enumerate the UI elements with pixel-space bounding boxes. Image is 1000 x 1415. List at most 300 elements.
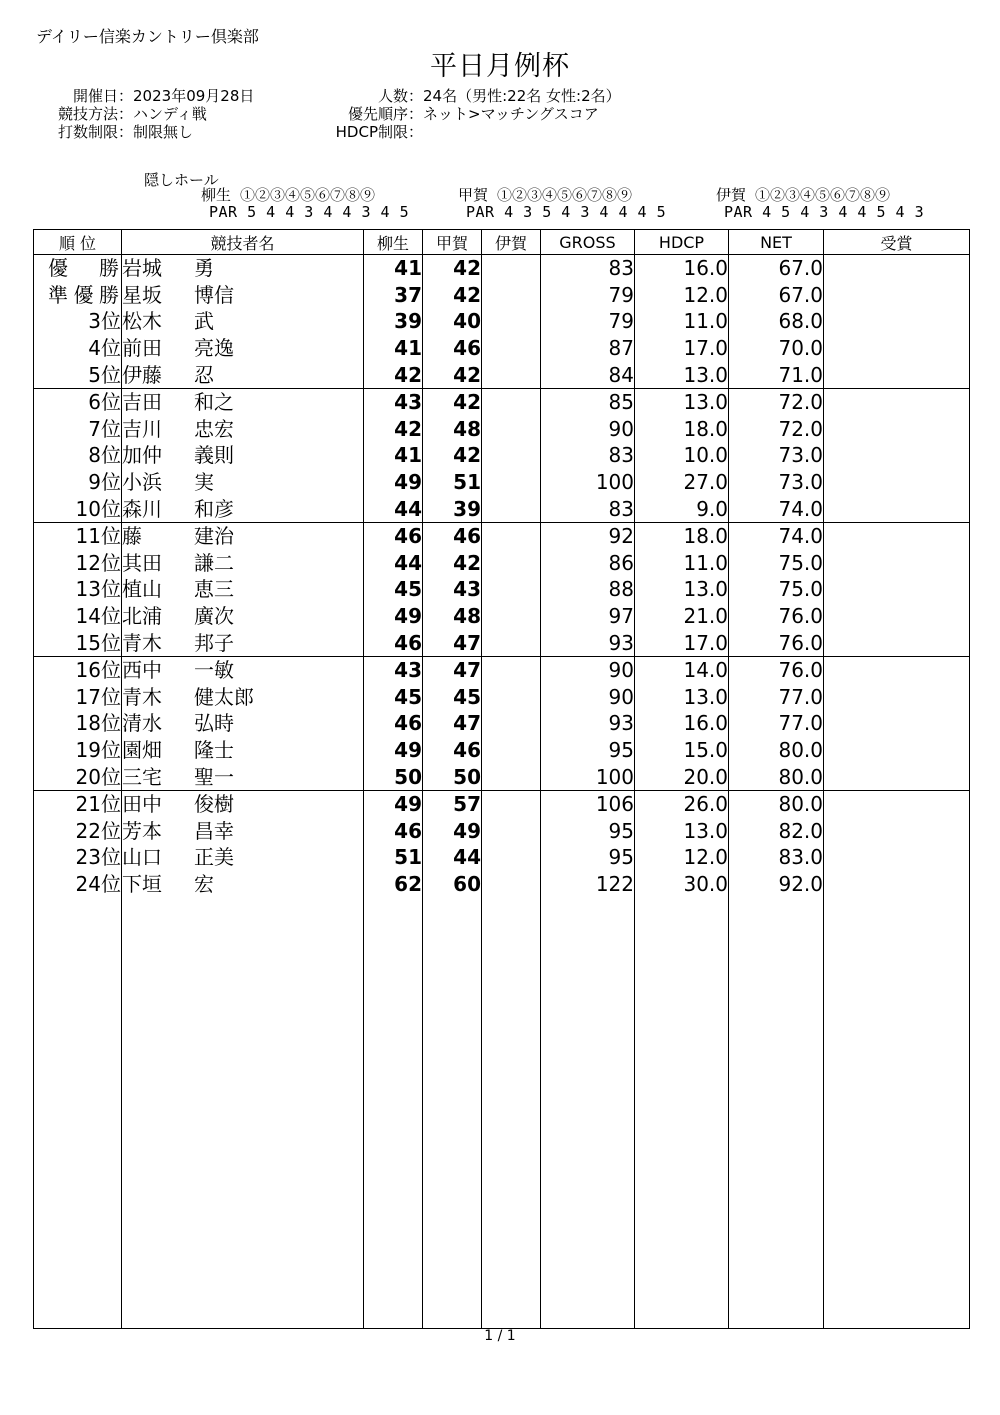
hdcp-value: 26.0 <box>635 790 729 817</box>
net-score: 73.0 <box>729 469 824 496</box>
player-surname: 小浜 <box>122 470 162 495</box>
yagyu-score: 41 <box>364 442 423 469</box>
rank-cell: 15位 <box>34 629 122 656</box>
player-given-name: 聖一 <box>194 764 234 789</box>
player-given-name: 正美 <box>194 845 234 870</box>
col-hdcp: HDCP <box>635 230 729 255</box>
gross-score: 92 <box>541 522 635 549</box>
table-row <box>34 710 970 737</box>
award-cell <box>824 710 970 737</box>
award-cell <box>824 629 970 656</box>
gross-score: 100 <box>541 469 635 496</box>
player-given-name: 和之 <box>194 390 234 415</box>
player-name-cell <box>122 469 364 496</box>
col-yagyu: 柳生 <box>364 230 423 255</box>
iga-score <box>482 737 541 764</box>
player-surname: 下垣 <box>122 871 162 896</box>
iga-score <box>482 308 541 335</box>
rank-cell: 12位 <box>34 550 122 577</box>
table-row <box>34 656 970 683</box>
award-cell <box>824 335 970 362</box>
iga-score <box>482 361 541 388</box>
course-block-koka <box>458 187 666 221</box>
rank-cell: 13位 <box>34 576 122 603</box>
koka-score: 44 <box>423 844 482 871</box>
player-name-cell <box>122 871 364 898</box>
player-surname: 北浦 <box>122 604 162 629</box>
player-given-name: 亮逸 <box>194 336 234 361</box>
iga-score <box>482 495 541 522</box>
iga-score <box>482 629 541 656</box>
table-row <box>34 255 970 282</box>
rank-cell: 21位 <box>34 790 122 817</box>
course-holes: ①②③④⑤⑥⑦⑧⑨ <box>755 186 891 204</box>
player-given-name: 邦子 <box>194 630 234 655</box>
player-surname: 芳本 <box>122 818 162 843</box>
hdcp-value: 13.0 <box>635 684 729 711</box>
table-row <box>34 871 970 898</box>
hdcp-value: 18.0 <box>635 416 729 443</box>
rank-cell: 18位 <box>34 710 122 737</box>
yagyu-score: 46 <box>364 710 423 737</box>
gross-score: 84 <box>541 361 635 388</box>
award-cell <box>824 388 970 415</box>
course-par: PAR 4 5 4 3 4 4 5 4 3 <box>724 203 925 221</box>
player-given-name: 俊樹 <box>194 792 234 817</box>
hdcp-value: 16.0 <box>635 255 729 282</box>
course-par: PAR 5 4 4 3 4 4 3 4 5 <box>209 203 410 221</box>
yagyu-score: 43 <box>364 656 423 683</box>
koka-score: 39 <box>423 495 482 522</box>
player-given-name: 忍 <box>194 362 214 387</box>
yagyu-score: 46 <box>364 629 423 656</box>
stroke-limit-value: 制限無し <box>133 123 194 141</box>
gross-score: 79 <box>541 282 635 309</box>
player-surname: 吉田 <box>122 390 162 415</box>
player-surname: 三宅 <box>122 764 162 789</box>
hdcp-value: 13.0 <box>635 817 729 844</box>
net-score: 77.0 <box>729 684 824 711</box>
player-name-cell <box>122 817 364 844</box>
course-block-yagyu <box>201 187 409 221</box>
course-block-iga <box>716 187 924 221</box>
rank-cell: 10位 <box>34 495 122 522</box>
iga-score <box>482 388 541 415</box>
player-surname: 吉川 <box>122 416 162 441</box>
yagyu-score: 44 <box>364 495 423 522</box>
yagyu-score: 49 <box>364 469 423 496</box>
koka-score: 42 <box>423 255 482 282</box>
net-score: 70.0 <box>729 335 824 362</box>
player-surname: 青木 <box>122 630 162 655</box>
table-row <box>34 416 970 443</box>
koka-score: 49 <box>423 817 482 844</box>
table-row <box>34 469 970 496</box>
hdcp-value: 10.0 <box>635 442 729 469</box>
yagyu-score: 41 <box>364 255 423 282</box>
col-net: NET <box>729 230 824 255</box>
col-name: 競技者名 <box>122 230 364 255</box>
hdcp-value: 13.0 <box>635 361 729 388</box>
rank-cell: 19位 <box>34 737 122 764</box>
players-label: 人数 <box>377 87 408 105</box>
rank-cell: 22位 <box>34 817 122 844</box>
gross-score: 83 <box>541 255 635 282</box>
table-row <box>34 763 970 790</box>
stroke-limit-label: 打数制限 <box>57 123 118 141</box>
player-name-cell <box>122 656 364 683</box>
course-holes: ①②③④⑤⑥⑦⑧⑨ <box>497 186 633 204</box>
table-row <box>34 388 970 415</box>
net-score: 74.0 <box>729 522 824 549</box>
player-name-cell <box>122 416 364 443</box>
hdcp-value: 20.0 <box>635 763 729 790</box>
rank-cell: 準優勝 <box>34 282 122 309</box>
results-table <box>33 229 970 1329</box>
koka-score: 42 <box>423 388 482 415</box>
col-award: 受賞 <box>824 230 970 255</box>
koka-score: 46 <box>423 335 482 362</box>
iga-score <box>482 844 541 871</box>
net-score: 75.0 <box>729 576 824 603</box>
iga-score <box>482 763 541 790</box>
net-score: 80.0 <box>729 790 824 817</box>
hdcp-value: 16.0 <box>635 710 729 737</box>
player-given-name: 謙二 <box>194 550 234 575</box>
koka-score: 48 <box>423 416 482 443</box>
hdcp-value: 9.0 <box>635 495 729 522</box>
hdcp-value: 30.0 <box>635 871 729 898</box>
player-given-name: 一敏 <box>194 658 234 683</box>
koka-score: 50 <box>423 763 482 790</box>
award-cell <box>824 737 970 764</box>
rank-cell: 5位 <box>34 361 122 388</box>
player-given-name: 宏 <box>194 871 214 896</box>
gross-score: 86 <box>541 550 635 577</box>
award-cell <box>824 469 970 496</box>
player-given-name: 弘時 <box>194 711 234 736</box>
rank-cell: 8位 <box>34 442 122 469</box>
rank-cell: 4位 <box>34 335 122 362</box>
table-row <box>34 550 970 577</box>
iga-score <box>482 550 541 577</box>
hdcp-value: 18.0 <box>635 522 729 549</box>
rank-cell: 優 勝 <box>34 255 122 282</box>
award-cell <box>824 790 970 817</box>
rank-cell: 9位 <box>34 469 122 496</box>
yagyu-score: 49 <box>364 603 423 630</box>
yagyu-score: 42 <box>364 416 423 443</box>
priority-label: 優先順序 <box>347 105 408 123</box>
player-name-cell <box>122 576 364 603</box>
table-row <box>34 817 970 844</box>
award-cell <box>824 495 970 522</box>
net-score: 74.0 <box>729 495 824 522</box>
koka-score: 47 <box>423 629 482 656</box>
course-name: 甲賀 <box>458 186 489 204</box>
player-surname: 其田 <box>122 550 162 575</box>
iga-score <box>482 576 541 603</box>
net-score: 82.0 <box>729 817 824 844</box>
table-row <box>34 603 970 630</box>
yagyu-score: 43 <box>364 388 423 415</box>
koka-score: 47 <box>423 710 482 737</box>
page-number: 1 / 1 <box>484 1328 516 1344</box>
player-surname: 園畑 <box>122 737 162 762</box>
player-name-cell <box>122 442 364 469</box>
player-surname: 松木 <box>122 309 162 334</box>
player-name-cell <box>122 790 364 817</box>
player-given-name: 勇 <box>194 256 214 281</box>
award-cell <box>824 817 970 844</box>
net-score: 72.0 <box>729 388 824 415</box>
player-name-cell <box>122 282 364 309</box>
player-name-cell <box>122 763 364 790</box>
player-surname: 田中 <box>122 792 162 817</box>
net-score: 76.0 <box>729 629 824 656</box>
rank-cell: 3位 <box>34 308 122 335</box>
net-score: 80.0 <box>729 737 824 764</box>
page-title: 平日月例杯 <box>430 51 570 82</box>
iga-score <box>482 442 541 469</box>
method-label: 競技方法 <box>57 105 118 123</box>
hdcp-value: 13.0 <box>635 576 729 603</box>
rank-cell: 16位 <box>34 656 122 683</box>
award-cell <box>824 282 970 309</box>
gross-score: 93 <box>541 710 635 737</box>
koka-score: 48 <box>423 603 482 630</box>
award-cell <box>824 656 970 683</box>
player-given-name: 建治 <box>194 524 234 549</box>
iga-score <box>482 416 541 443</box>
yagyu-score: 50 <box>364 763 423 790</box>
koka-score: 60 <box>423 871 482 898</box>
award-cell <box>824 603 970 630</box>
net-score: 76.0 <box>729 656 824 683</box>
table-row <box>34 684 970 711</box>
koka-score: 42 <box>423 361 482 388</box>
iga-score <box>482 255 541 282</box>
table-row <box>34 495 970 522</box>
player-surname: 藤 <box>122 524 142 549</box>
iga-score <box>482 790 541 817</box>
yagyu-score: 46 <box>364 522 423 549</box>
hdcp-value: 11.0 <box>635 308 729 335</box>
rank-cell: 14位 <box>34 603 122 630</box>
col-iga: 伊賀 <box>482 230 541 255</box>
koka-score: 40 <box>423 308 482 335</box>
player-surname: 西中 <box>122 658 162 683</box>
net-score: 71.0 <box>729 361 824 388</box>
hdcp-value: 15.0 <box>635 737 729 764</box>
iga-score <box>482 522 541 549</box>
table-row <box>34 308 970 335</box>
rank-cell: 17位 <box>34 684 122 711</box>
net-score: 72.0 <box>729 416 824 443</box>
koka-score: 51 <box>423 469 482 496</box>
iga-score <box>482 282 541 309</box>
player-surname: 山口 <box>122 845 162 870</box>
player-given-name: 隆士 <box>194 737 234 762</box>
net-score: 73.0 <box>729 442 824 469</box>
hdcp-value: 21.0 <box>635 603 729 630</box>
player-surname: 前田 <box>122 336 162 361</box>
gross-score: 90 <box>541 684 635 711</box>
koka-score: 47 <box>423 656 482 683</box>
hdcp-value: 27.0 <box>635 469 729 496</box>
gross-score: 93 <box>541 629 635 656</box>
yagyu-score: 49 <box>364 790 423 817</box>
rank-cell: 6位 <box>34 388 122 415</box>
hdcp-value: 14.0 <box>635 656 729 683</box>
gross-score: 79 <box>541 308 635 335</box>
hdcp-value: 12.0 <box>635 844 729 871</box>
award-cell <box>824 550 970 577</box>
award-cell <box>824 576 970 603</box>
rank-cell: 20位 <box>34 763 122 790</box>
award-cell <box>824 416 970 443</box>
iga-score <box>482 710 541 737</box>
gross-score: 87 <box>541 335 635 362</box>
koka-score: 43 <box>423 576 482 603</box>
award-cell <box>824 361 970 388</box>
yagyu-score: 41 <box>364 335 423 362</box>
hidden-hole-label: 隠しホール <box>144 171 219 189</box>
gross-score: 95 <box>541 817 635 844</box>
player-name-cell <box>122 388 364 415</box>
koka-score: 42 <box>423 550 482 577</box>
table-row <box>34 522 970 549</box>
gross-score: 122 <box>541 871 635 898</box>
award-cell <box>824 763 970 790</box>
iga-score <box>482 469 541 496</box>
player-given-name: 恵三 <box>194 577 234 602</box>
player-given-name: 義則 <box>194 443 234 468</box>
table-row <box>34 282 970 309</box>
gross-score: 97 <box>541 603 635 630</box>
yagyu-score: 45 <box>364 576 423 603</box>
player-given-name: 和彦 <box>194 496 234 521</box>
player-name-cell <box>122 308 364 335</box>
table-row <box>34 737 970 764</box>
course-holes: ①②③④⑤⑥⑦⑧⑨ <box>240 186 376 204</box>
meta-right: 人数：24名（男性:22名 女性:2名） 優先順序：ネット>マッチングスコア HDCP制限： <box>312 87 621 141</box>
yagyu-score: 62 <box>364 871 423 898</box>
gross-score: 100 <box>541 763 635 790</box>
club-name: デイリー信楽カントリー倶楽部 <box>36 27 259 46</box>
koka-score: 45 <box>423 684 482 711</box>
col-rank: 順 位 <box>34 230 122 255</box>
net-score: 77.0 <box>729 710 824 737</box>
iga-score <box>482 335 541 362</box>
player-surname: 植山 <box>122 577 162 602</box>
hdcp-value: 13.0 <box>635 388 729 415</box>
player-given-name: 武 <box>194 309 214 334</box>
player-name-cell <box>122 550 364 577</box>
koka-score: 46 <box>423 737 482 764</box>
rank-cell: 23位 <box>34 844 122 871</box>
gross-score: 106 <box>541 790 635 817</box>
net-score: 92.0 <box>729 871 824 898</box>
net-score: 68.0 <box>729 308 824 335</box>
player-name-cell <box>122 737 364 764</box>
course-name: 伊賀 <box>716 186 747 204</box>
gross-score: 88 <box>541 576 635 603</box>
iga-score <box>482 817 541 844</box>
players-value: 24名（男性:22名 女性:2名） <box>423 87 621 105</box>
table-row <box>34 335 970 362</box>
award-cell <box>824 255 970 282</box>
player-given-name: 昌幸 <box>194 818 234 843</box>
net-score: 67.0 <box>729 282 824 309</box>
koka-score: 46 <box>423 522 482 549</box>
koka-score: 42 <box>423 442 482 469</box>
award-cell <box>824 308 970 335</box>
hdcp-value: 17.0 <box>635 335 729 362</box>
rank-cell: 11位 <box>34 522 122 549</box>
table-row <box>34 844 970 871</box>
player-given-name: 忠宏 <box>194 416 234 441</box>
player-given-name: 廣次 <box>194 604 234 629</box>
rank-cell: 24位 <box>34 871 122 898</box>
player-name-cell <box>122 255 364 282</box>
award-cell <box>824 522 970 549</box>
gross-score: 85 <box>541 388 635 415</box>
player-given-name: 博信 <box>194 282 234 307</box>
net-score: 80.0 <box>729 763 824 790</box>
iga-score <box>482 656 541 683</box>
table-row <box>34 442 970 469</box>
gross-score: 90 <box>541 416 635 443</box>
table-row <box>34 629 970 656</box>
course-name: 柳生 <box>201 186 232 204</box>
player-given-name: 実 <box>194 470 214 495</box>
yagyu-score: 51 <box>364 844 423 871</box>
gross-score: 95 <box>541 737 635 764</box>
hdcp-value: 17.0 <box>635 629 729 656</box>
priority-value: ネット>マッチングスコア <box>423 105 599 123</box>
meta-left: 開催日：2023年09月28日 競技方法：ハンディ戦 打数制限：制限無し <box>48 87 254 141</box>
net-score: 83.0 <box>729 844 824 871</box>
yagyu-score: 42 <box>364 361 423 388</box>
player-name-cell <box>122 522 364 549</box>
rank-cell: 7位 <box>34 416 122 443</box>
player-name-cell <box>122 335 364 362</box>
player-surname: 森川 <box>122 496 162 521</box>
player-surname: 岩城 <box>122 256 162 281</box>
method-value: ハンディ戦 <box>133 105 207 123</box>
course-par: PAR 4 3 5 4 3 4 4 4 5 <box>466 203 667 221</box>
yagyu-score: 39 <box>364 308 423 335</box>
yagyu-score: 37 <box>364 282 423 309</box>
gross-score: 83 <box>541 442 635 469</box>
gross-score: 90 <box>541 656 635 683</box>
player-surname: 加仲 <box>122 443 162 468</box>
table-row <box>34 361 970 388</box>
award-cell <box>824 684 970 711</box>
koka-score: 57 <box>423 790 482 817</box>
player-name-cell <box>122 844 364 871</box>
player-name-cell <box>122 361 364 388</box>
gross-score: 83 <box>541 495 635 522</box>
iga-score <box>482 871 541 898</box>
player-surname: 星坂 <box>122 282 162 307</box>
player-surname: 青木 <box>122 684 162 709</box>
hdcp-value: 12.0 <box>635 282 729 309</box>
date-label: 開催日 <box>72 87 118 105</box>
player-name-cell <box>122 629 364 656</box>
yagyu-score: 49 <box>364 737 423 764</box>
